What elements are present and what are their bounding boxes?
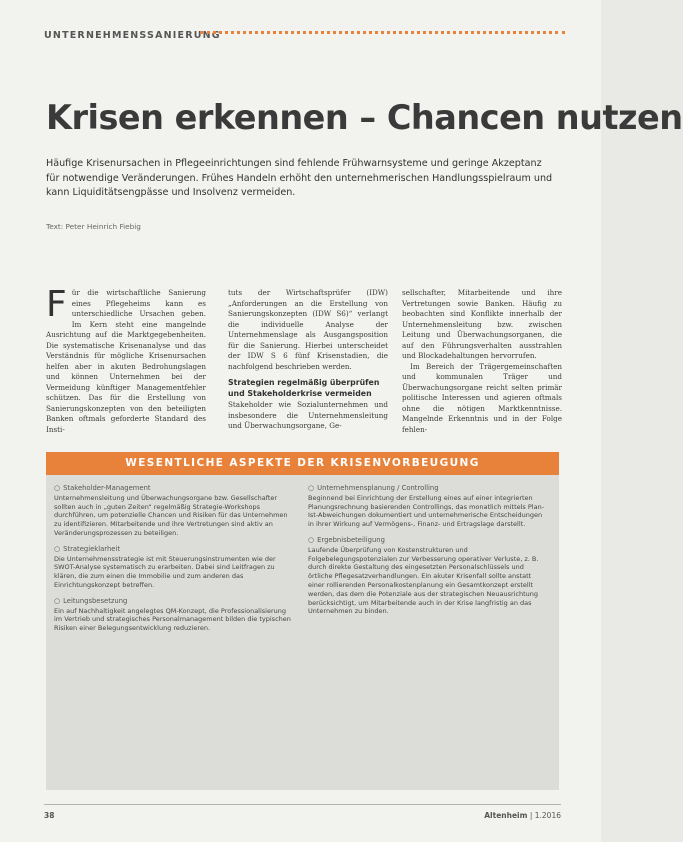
column-2-subheading: Strategien regelmäßig überprüfen und Stakeholderkrise vermeiden: [228, 378, 380, 398]
article-headline: Krisen erkennen – Chancen nutzen: [46, 98, 683, 137]
article-column-2: [228, 288, 388, 432]
aspect-title: Ergebnisbeteiligung: [317, 535, 385, 544]
section-dotted-rule: [200, 31, 565, 34]
article-lead: Häufige Krisenursachen in Pflegeeinrichtungen sind fehlende Frühwarnsysteme und geringe Akzeptanz für notwendige Veränderungen. Frühes Handeln erhöht den unternehmerischen Handlungsspielraum und kann Liquiditätsengpässe und Insolvenz vermeiden.: [46, 158, 553, 198]
article-column-1: [46, 284, 206, 435]
aspect-text: Beginnend bei Einrichtung der Erstellung eines auf einer integrierten Planungsrechnung basierenden Controllings, das monatlich mittels Plan-Ist-Abweichungen dokumentiert und unternehmerische Entscheidungen in ihrer Wirkung auf Vermögens-, Finanz- und Ertragslage darstellt.: [308, 493, 545, 529]
issue-number: 1.2016: [532, 811, 561, 820]
aspect-item: [54, 484, 294, 538]
column-3-text-continued: Im Bereich der Trägergemeinschaften und kommunalen Träger und Überwachungsorgane reicht selten primär politische Interessen und agieren oftmals ohne die nötigen Marktkenntnisse. Mangelnde Erkenntnis und in der Folge fehlen-: [402, 361, 562, 434]
article-column-3: [402, 288, 562, 435]
column-2-text-continued: Stakeholder wie Sozialunternehmen und insbesondere die Unternehmensleitung und Überwachungsorgane, Ge-: [228, 400, 388, 430]
aspect-title: Stakeholder-Management: [63, 484, 151, 492]
article-byline: Text: Peter Heinrich Fiebig: [46, 222, 141, 231]
aspect-text: Ein auf Nachhaltigkeit angelegtes QM-Konzept, die Professionalisierung im Vertrieb und strategisches Personalmanagement bilden die typischen Risiken einer Belegungsentwicklung reduzieren.: [54, 606, 291, 633]
footer-publication: [484, 811, 561, 820]
aspect-text: Die Unternehmensstrategie ist mit Steuerungsinstrumenten wie der SWOT-Analyse systematisch zu erarbeiten. Dabei sind Leitfragen zu klären, die zum einen die Immobilie und zum anderen das Einrichtungskonzept betreffen.: [54, 554, 276, 589]
circle-bullet-icon: ○: [54, 596, 61, 605]
drop-cap: F: [46, 284, 67, 325]
aspect-title: Unternehmensplanung / Controlling: [317, 484, 439, 492]
info-box-title: WESENTLICHE ASPEKTE DER KRISENVORBEUGUNG: [46, 452, 559, 475]
info-box-right-column: [308, 484, 548, 623]
publication-name: Altenheim: [484, 811, 528, 820]
page-number: 38: [44, 811, 55, 820]
circle-bullet-icon: ○: [54, 484, 61, 492]
footer-separator: |: [527, 811, 533, 820]
info-box: [46, 452, 559, 790]
column-3-text: sellschafter, Mitarbeitende und ihre Vertretungen sowie Banken. Häufig zu beobachten sind Konflikte innerhalb der Unternehmensleitung bzw. zwischen Leitung und Überwachungsorganen, die auf den Führungsverhalten ausstrahlen und Blockadehaltungen hervorrufen.: [402, 288, 562, 360]
aspect-text: Unternehmensleitung und Überwachungsorgane bzw. Gesellschafter sollten auch in „guten Zeiten“ regelmäßig Strategie-Workshops durchführen, um potenzielle Chancen und Risiken für das Unternehmen zu identifizieren. Mitarbeitende und ihre Vertretungen sind aktiv an Veränderungsprozessen zu beteiligen.: [54, 493, 288, 537]
aspect-title: Strategieklarheit: [63, 544, 120, 553]
circle-bullet-icon: ○: [308, 535, 315, 544]
circle-bullet-icon: ○: [308, 484, 315, 492]
aspect-item: [54, 545, 294, 590]
aspect-item: [308, 484, 548, 529]
aspect-text: Laufende Überprüfung von Kostenstrukturen und Folgebelegungspotenzialen zur Verbesserung operativer Verluste, z. B. durch direkte Gestaltung des eingesetzten Personalschlüssels und örtliche Pflegesatzverhandlungen. Ein akuter Krisenfall sollte anstatt einer rollierenden Personalkostenplanung ein Gesamtkonzept erstellt werden, das dem die Potenziale aus der strategischen Neuausrichtung berücksichtigt, um Mitarbeitende auch in der Krise langfristig an das Unternehmen zu binden.: [308, 545, 539, 616]
aspect-title: Leitungsbesetzung: [63, 596, 128, 605]
circle-bullet-icon: ○: [54, 544, 61, 553]
column-2-text: tuts der Wirtschaftsprüfer (IDW) „Anforderungen an die Erstellung von Sanierungskonzepten (IDW S6)“ verlangt die individuelle Analyse der Unternehmenslage als Ausgangsposition für die Sanierung. Hierbei unterscheidet der IDW S 6 fünf Krisenstadien, die nachfolgend beschrieben werden.: [228, 288, 388, 371]
aspect-item: [308, 536, 548, 616]
info-box-left-column: [54, 484, 294, 640]
column-1-text: ür die wirtschaftliche Sanierung eines Pflegeheims kann es unterschiedliche Ursachen geben. Im Kern steht eine mangelnde Ausrichtung auf die Marktgegebenheiten. Die systematische Krisenanalyse und das Verständnis für mögliche Krisenursachen helfen aber in akuten Bedrohungslagen und können Unternehmen bei der Vermeidung künftiger Managementfehler schützen. Das für die Erstellung von Sanierungskonzepten von den beteiligten Banken oftmals geforderte Standard des Insti-: [46, 288, 206, 434]
section-label: UNTERNEHMENSSANIERUNG: [44, 30, 221, 41]
aspect-item: [54, 597, 294, 633]
footer-rule: [44, 804, 561, 805]
